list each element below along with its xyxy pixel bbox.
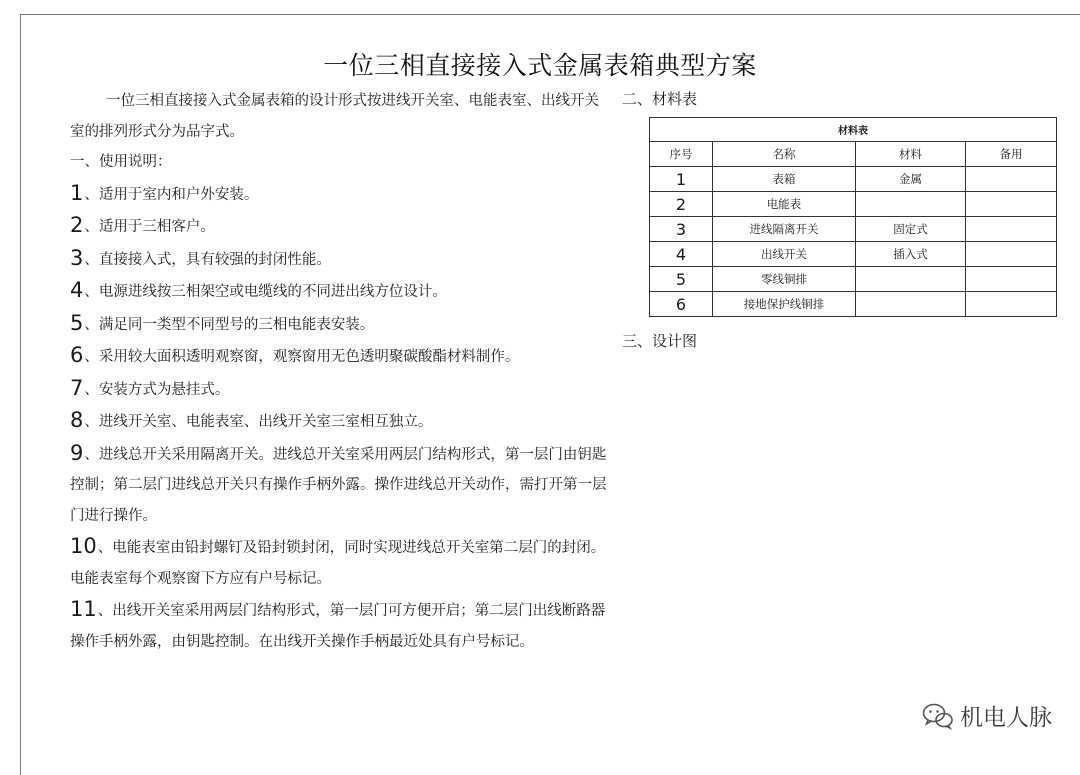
table-caption: 材料表 — [650, 118, 1057, 142]
design-heading: 三、设计图 — [622, 332, 698, 350]
usage-item — [70, 531, 610, 594]
table-cell: 1 — [650, 167, 713, 192]
table-cell: 2 — [650, 192, 713, 217]
usage-item — [70, 243, 610, 276]
usage-item-number: 9 — [70, 440, 84, 465]
usage-item-number: 4 — [70, 278, 84, 302]
usage-item-number: 3 — [70, 245, 84, 270]
table-cell — [966, 192, 1057, 217]
table-cell — [856, 267, 966, 292]
table-cell: 6 — [650, 292, 713, 317]
usage-item-text: 、直接接入式，具有较强的封闭性能。 — [84, 251, 331, 268]
table-row — [650, 267, 1057, 292]
usage-item-number: 7 — [70, 375, 84, 400]
usage-item-text: 、进线开关室、电能表室、出线开关室三室相互独立。 — [84, 414, 433, 430]
usage-item-number: 11 — [70, 597, 97, 621]
materials-heading: 二、材料表 — [622, 90, 698, 108]
usage-item-number: 8 — [70, 408, 84, 432]
intro-paragraph: 一位三相直接接入式金属表箱的设计形式按进线开关室、电能表室、出线开关室的排列形式分为品字式。 — [70, 93, 599, 140]
usage-item — [70, 373, 610, 406]
table-cell — [966, 167, 1057, 192]
col-header: 序号 — [650, 142, 713, 167]
usage-item — [70, 405, 610, 438]
table-cell: 零线铜排 — [713, 267, 856, 292]
col-header: 名称 — [713, 142, 856, 167]
col-header: 备用 — [966, 142, 1057, 167]
table-cell — [966, 242, 1057, 267]
table-cell: 插入式 — [856, 242, 966, 267]
usage-item-text: 、出线开关室采用两层门结构形式，第一层门可方便开启；第二层门出线断路器操作手柄外露，由钥匙控制。在出线开关操作手柄最近处具有户号标记。 — [70, 603, 606, 650]
usage-item — [70, 340, 610, 373]
watermark-text: 机电人脉 — [960, 705, 1052, 731]
table-cell: 表箱 — [713, 167, 856, 192]
watermark — [922, 699, 1052, 732]
usage-item-text: 、采用较大面积透明观察窗，观察窗用无色透明聚碳酸酯材料制作。 — [84, 349, 520, 365]
table-cell: 金属 — [856, 167, 966, 192]
table-cell — [966, 267, 1057, 292]
table-header-row — [650, 142, 1057, 167]
table-cell: 接地保护线铜排 — [713, 292, 856, 317]
usage-item — [70, 594, 610, 657]
usage-item-text: 、适用于室内和户外安装。 — [84, 186, 259, 203]
usage-item-text: 、安装方式为悬挂式。 — [84, 381, 230, 398]
usage-item-number: 6 — [70, 343, 84, 367]
table-cell — [966, 217, 1057, 242]
table-cell — [856, 292, 966, 317]
table-row — [650, 167, 1057, 192]
usage-item-text: 、进线总开关采用隔离开关。进线总开关室采用两层门结构形式，第一层门由钥匙控制；第二层门进线总开关只有操作手柄外露。操作进线总开关动作，需打开第一层门进行操作。 — [70, 446, 607, 524]
usage-item — [70, 178, 610, 211]
table-row — [650, 292, 1057, 317]
usage-item-text: 、电源进线按三相架空或电缆线的不同进出线方位设计。 — [84, 284, 447, 300]
table-cell: 进线隔离开关 — [713, 217, 856, 242]
usage-item-text: 、满足同一类型不同型号的三相电能表安装。 — [84, 316, 375, 333]
col-header: 材料 — [856, 142, 966, 167]
materials-table — [649, 117, 1057, 317]
page-title: 一位三相直接接入式金属表箱典型方案 — [323, 51, 757, 80]
usage-list — [70, 178, 610, 658]
table-cell: 出线开关 — [713, 242, 856, 267]
usage-item — [70, 275, 610, 308]
table-row — [650, 192, 1057, 217]
table-row — [650, 242, 1057, 267]
usage-item-number: 2 — [70, 213, 84, 237]
usage-item — [70, 438, 610, 532]
table-cell: 电能表 — [713, 192, 856, 217]
table-cell: 4 — [650, 242, 713, 267]
usage-heading: 一、使用说明： — [70, 154, 172, 170]
usage-item-number: 5 — [70, 310, 84, 335]
usage-item — [70, 210, 610, 243]
usage-item-text: 、适用于三相客户。 — [84, 219, 215, 235]
usage-item-number: 1 — [70, 180, 84, 205]
usage-item-text: 、电能表室由铅封螺钉及铅封锁封闭，同时实现进线总开关室第二层门的封闭。电能表室每个观察窗下方应有户号标记。 — [70, 540, 606, 587]
table-cell: 5 — [650, 267, 713, 292]
usage-section — [70, 86, 610, 657]
usage-item-number: 10 — [70, 534, 97, 558]
table-cell — [856, 192, 966, 217]
table-cell — [966, 292, 1057, 317]
table-cell: 3 — [650, 217, 713, 242]
wechat-icon — [922, 702, 954, 730]
usage-item — [70, 308, 610, 341]
table-row — [650, 217, 1057, 242]
table-cell: 固定式 — [856, 217, 966, 242]
